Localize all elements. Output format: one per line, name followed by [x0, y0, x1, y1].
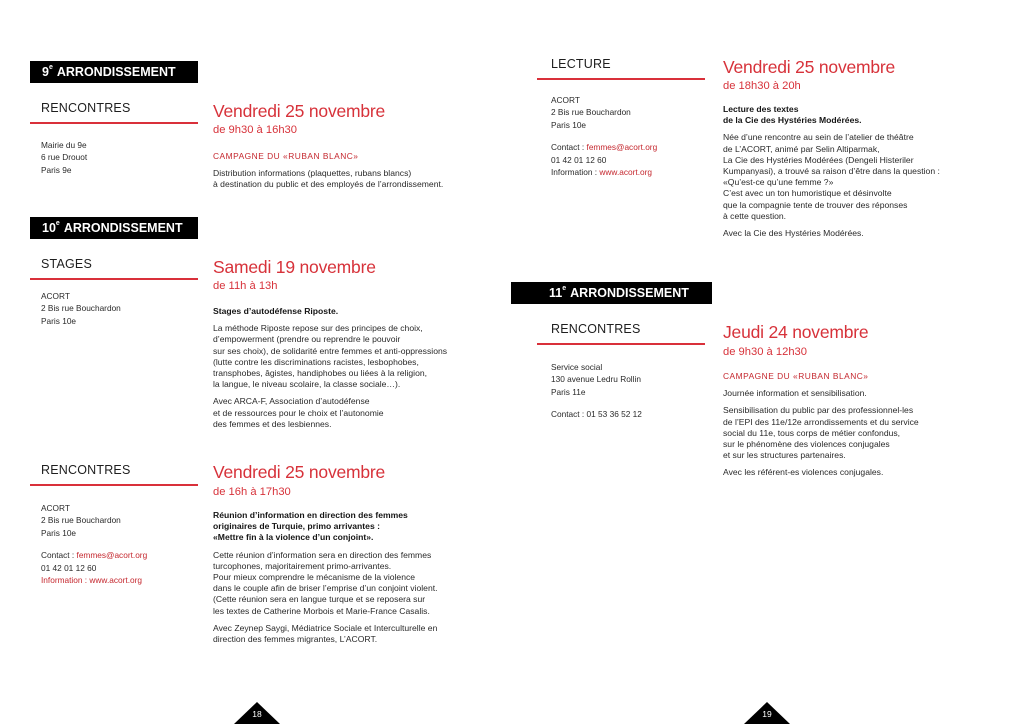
- event-body: [723, 371, 993, 485]
- event-paragraph: Née d’une rencontre au sein de l’atelier de théâtre de L’ACORT, animé par Selin Altiparmak, La Cie des Hystéries Modérées (Dengeli Histeriler Kumpanyasi), a trouvé sa raison d’être dans la question : «Qu’est-ce qu’une femme ?» C’est avec un ton humoristique et désinvolte que la compagnie tente de trouver des réponses à cette question.: [723, 132, 940, 221]
- category-rule: [30, 278, 198, 280]
- section-number: 10: [42, 221, 56, 235]
- event-category: RENCONTRES: [41, 463, 131, 477]
- event-date: Samedi 19 novembre: [213, 257, 376, 277]
- section-sup: e: [48, 64, 53, 71]
- event-title: Lecture des textes de la Cie des Hystéries Modérées.: [723, 104, 862, 126]
- event-paragraph: Distribution informations (plaquettes, rubans blancs) à destination du public et des employés de l’arrondissement.: [213, 168, 444, 190]
- event-body: [213, 151, 493, 197]
- address-line-2: 2 Bis rue Bouchardon: [551, 107, 631, 118]
- event-time: de 9h30 à 16h30: [213, 124, 297, 136]
- phone-number: 01 42 01 12 60: [551, 154, 607, 165]
- phone-number: 01 53 36 52 12: [586, 409, 642, 420]
- event-address: [551, 94, 657, 178]
- category-rule: [30, 484, 198, 486]
- event-time: de 9h30 à 12h30: [723, 346, 807, 358]
- section-header-11: [511, 282, 712, 304]
- address-line-1: Mairie du 9e: [41, 140, 87, 150]
- event-date: Vendredi 25 novembre: [213, 101, 386, 121]
- event-paragraph: Avec Zeynep Saygi, Médiatrice Sociale et Interculturelle en direction des femmes migrantes, L’ACORT.: [213, 622, 438, 645]
- contact-email-link[interactable]: femmes@acort.org: [586, 142, 658, 153]
- contact-line: Contact : femmes@acort.org: [41, 550, 148, 561]
- event-date: Jeudi 24 novembre: [723, 322, 869, 342]
- event-body: [213, 306, 503, 436]
- event-paragraph: Journée information et sensibilisation.: [723, 388, 867, 399]
- event-date: Vendredi 25 novembre: [723, 57, 896, 77]
- phone-number: 01 42 01 12 60: [41, 562, 97, 573]
- event-category: LECTURE: [551, 57, 611, 71]
- section-label: ARRONDISSEMENT: [63, 221, 183, 235]
- event-category: RENCONTRES: [551, 322, 641, 336]
- event-time: de 11h à 13h: [213, 280, 278, 292]
- page-number: 19: [762, 709, 772, 719]
- contact-line: Contact : femmes@acort.org: [551, 142, 658, 153]
- campaign-kicker: CAMPAGNE DU «RUBAN BLANC»: [213, 151, 359, 161]
- event-address: [41, 290, 121, 327]
- page-number: 18: [252, 709, 262, 719]
- section-label: ARRONDISSEMENT: [56, 65, 176, 79]
- section-number: 9: [42, 65, 49, 79]
- address-line-3: Paris 9e: [41, 164, 72, 175]
- event-paragraph: La méthode Riposte repose sur des principes de choix, d’empowerment (prendre ou reprendre le pouvoir sur ses choix), de solidarité entre femmes et anti-oppressions (lutte contre les discriminations racistes, lesbophobes, transphobes, âgistes, handiphobes ou liées à la religion, la langue, le niveau scolaire, la classe sociale…).: [213, 323, 448, 390]
- address-line-3: Paris 10e: [41, 315, 77, 326]
- section-sup: e: [55, 220, 60, 227]
- event-time: de 18h30 à 20h: [723, 80, 801, 92]
- address-line-3: Paris 11e: [551, 386, 586, 397]
- event-address: [41, 502, 147, 586]
- address-line-2: 2 Bis rue Bouchardon: [41, 303, 121, 314]
- event-category: RENCONTRES: [41, 101, 131, 115]
- website-link[interactable]: www.acort.org: [599, 167, 652, 178]
- section-label: ARRONDISSEMENT: [570, 286, 689, 300]
- info-line: Information : www.acort.org: [41, 575, 142, 586]
- address-line-2: 6 rue Drouot: [41, 152, 88, 163]
- event-address: [41, 139, 87, 176]
- address-line-2: 130 avenue Ledru Rollin: [551, 374, 641, 385]
- section-header-9: [30, 61, 198, 83]
- event-paragraph: Cette réunion d’information sera en direction des femmes turcophones, majoritairement primo-arrivantes. Pour mieux comprendre le mécanisme de la violence dans le couple afin de briser l’emprise d’un conjoint violent. (Cette réunion sera en langue turque et se reposera sur les textes de Catherine Morbois et Marie-France Casalis.: [213, 549, 438, 616]
- address-line-1: Service social: [551, 362, 603, 372]
- event-body: [723, 104, 993, 245]
- event-paragraph: Sensibilisation du public par des professionnel-les de l’EPI des 11e/12e arrondissements et du service social du 11e, tous corps de métier confondus, sur le phénomène des violences conjugales et sur les structures partenaires.: [723, 405, 919, 461]
- event-address: [551, 361, 642, 421]
- contact-email-link[interactable]: femmes@acort.org: [76, 550, 148, 561]
- campaign-kicker: CAMPAGNE DU «RUBAN BLANC»: [723, 371, 869, 381]
- address-line-2: 2 Bis rue Bouchardon: [41, 515, 121, 526]
- address-line-3: Paris 10e: [41, 527, 77, 538]
- event-paragraph: Avec ARCA-F, Association d’autodéfense et de ressources pour le choix et l’autonomie des femmes et des lesbiennes.: [213, 396, 384, 429]
- address-line-3: Paris 10e: [551, 119, 587, 130]
- address-line-1: ACORT: [551, 95, 580, 105]
- event-time: de 16h à 17h30: [213, 486, 291, 498]
- address-line-1: ACORT: [41, 291, 70, 301]
- category-rule: [537, 78, 705, 80]
- section-number: 11: [549, 286, 563, 300]
- event-paragraph: Avec la Cie des Hystéries Modérées.: [723, 228, 864, 239]
- event-paragraph: Avec les référent-es violences conjugales.: [723, 467, 884, 478]
- address-line-1: ACORT: [41, 503, 70, 513]
- event-title: Réunion d’information en direction des femmes originaires de Turquie, primo arrivantes : «Mettre fin à la violence d’un conjoint».: [213, 510, 408, 543]
- section-sup: e: [562, 285, 567, 292]
- category-rule: [30, 122, 198, 124]
- event-body: [213, 510, 503, 651]
- website-link[interactable]: www.acort.org: [89, 575, 142, 586]
- event-category: STAGES: [41, 257, 92, 271]
- category-rule: [537, 343, 705, 345]
- contact-line: Contact : 01 53 36 52 12: [551, 409, 642, 420]
- event-date: Vendredi 25 novembre: [213, 462, 386, 482]
- event-title: Stages d’autodéfense Riposte.: [213, 306, 339, 316]
- section-header-10: [30, 217, 198, 239]
- info-line: Information : www.acort.org: [551, 167, 652, 178]
